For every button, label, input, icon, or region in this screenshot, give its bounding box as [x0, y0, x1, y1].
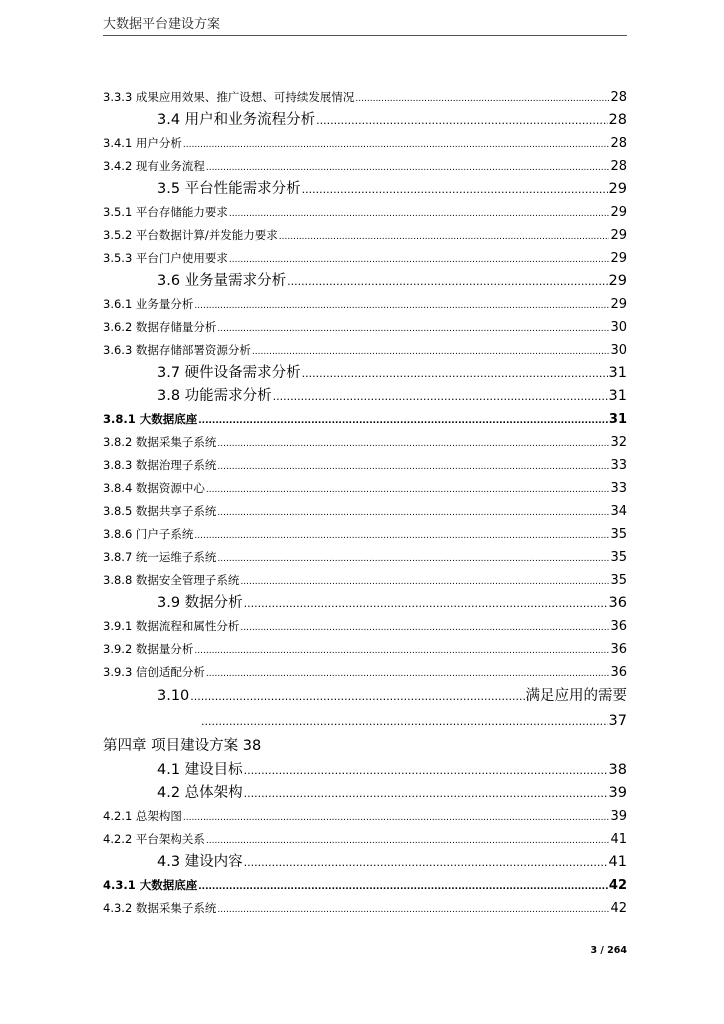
toc-entry-label: 3.6.1 业务量分析: [103, 297, 194, 311]
toc-leader-dots: [194, 525, 609, 548]
toc-leader-dots: [183, 807, 610, 830]
toc-entry-page: 42: [610, 901, 627, 916]
toc-entry-label: 3.8.4 数据资源中心: [103, 481, 205, 495]
toc-leader-dots: [279, 226, 610, 249]
toc-entry-page: 32: [610, 435, 627, 450]
toc-leader-dots: [217, 433, 609, 456]
toc-leader-dots: [206, 157, 610, 180]
toc-entry-page: 31: [608, 365, 627, 381]
toc-entry-label: 4.3.1 大数据底座: [103, 878, 198, 892]
toc-entry-label: 4.3 建设内容: [157, 854, 243, 870]
toc-entry-label: 3.8.6 门户子系统: [103, 527, 194, 541]
toc-entry[interactable]: [103, 851, 627, 874]
toc-entry-page: 30: [610, 343, 627, 358]
toc-entry[interactable]: [103, 759, 627, 782]
toc-leader-dots: [217, 548, 609, 571]
toc-entry-label: 3.9.1 数据流程和属性分析: [103, 619, 240, 633]
toc-leader-dots: [198, 876, 608, 899]
toc-entry-label: 3.9.2 数据量分析: [103, 642, 194, 656]
toc-entry[interactable]: [103, 109, 627, 132]
toc-entry-label: 3.9 数据分析: [157, 595, 243, 611]
toc-entry-page: 41: [608, 854, 627, 870]
toc-entry-page: 36: [610, 642, 627, 657]
toc-entry-page: 29: [610, 228, 627, 243]
toc-entry[interactable]: [103, 86, 627, 109]
toc-leader-dots: [217, 318, 609, 341]
toc-entry-label: 3.5.3 平台门户使用要求: [103, 251, 228, 265]
toc-entry-wrapped[interactable]: [103, 684, 627, 709]
toc-entry-page: 36: [610, 619, 627, 634]
toc-entry-page: 37: [608, 713, 627, 729]
toc-entry[interactable]: [103, 874, 627, 897]
toc-entry[interactable]: [103, 592, 627, 615]
toc-entry-label: 4.2 总体架构: [157, 785, 243, 801]
toc-entry-label: 3.5.2 平台数据计算/并发能力要求: [103, 228, 278, 242]
toc-entry[interactable]: [103, 828, 627, 851]
toc-entry-page: 41: [610, 832, 627, 847]
toc-entry-page: 28: [610, 159, 627, 174]
toc-entry-label: 3.9.3 信创适配分析: [103, 665, 205, 679]
toc-leader-dots: [217, 502, 609, 525]
toc-entry-page: 33: [610, 481, 627, 496]
toc-entry-label: 3.5.1 平台存储能力要求: [103, 205, 228, 219]
toc-entry-page: 30: [610, 320, 627, 335]
toc-entry-page: 42: [608, 878, 627, 893]
toc-leader-dots: [190, 684, 524, 709]
toc-entry-label: 3.7 硬件设备需求分析: [157, 365, 301, 381]
toc-entry[interactable]: [103, 408, 627, 431]
toc-entry-page: 35: [610, 550, 627, 565]
toc-entry[interactable]: [103, 615, 627, 638]
toc-leader-dots: [206, 663, 610, 686]
toc-entry-page: 39: [608, 785, 627, 801]
toc-entry-page: 36: [608, 595, 627, 611]
toc-entry-page: 33: [610, 458, 627, 473]
toc-leader-dots: [206, 830, 610, 853]
toc-entry-page: 31: [608, 412, 627, 427]
toc-entry-page: 35: [610, 573, 627, 588]
toc-entry-label: 3.4.1 用户分析: [103, 136, 182, 150]
toc-entry-label: 3.10: [157, 688, 190, 704]
page-header: [103, 16, 627, 36]
page-number: 3 / 264: [590, 945, 627, 956]
toc-entry-label-tail: 满足应用的需要: [525, 688, 627, 704]
toc-entry[interactable]: [103, 897, 627, 920]
toc-entry[interactable]: [103, 454, 627, 477]
toc-entry-label: 4.2.2 平台架构关系: [103, 832, 205, 846]
toc-entry-label: 3.8.8 数据安全管理子系统: [103, 573, 240, 587]
toc-leader-dots: [240, 571, 609, 594]
table-of-contents: [103, 86, 627, 920]
toc-entry[interactable]: [103, 155, 627, 178]
toc-entry[interactable]: [103, 385, 627, 408]
toc-entry[interactable]: [103, 339, 627, 362]
chapter-heading[interactable]: 第四章 项目建设方案 38: [103, 738, 262, 754]
toc-leader-dots: [217, 456, 609, 479]
toc-entry-label: 3.5 平台性能需求分析: [157, 181, 301, 197]
toc-entry[interactable]: [103, 270, 627, 293]
toc-entry-page: 35: [610, 527, 627, 542]
toc-entry[interactable]: [103, 247, 627, 270]
toc-entry-page: 29: [610, 297, 627, 312]
toc-leader-dots: [194, 640, 609, 663]
toc-entry-page: 36: [610, 665, 627, 680]
toc-entry-page: 38: [608, 762, 627, 778]
toc-entry[interactable]: [103, 316, 627, 339]
toc-entry-page: 29: [608, 273, 627, 289]
toc-leader-dots: [229, 249, 610, 272]
toc-leader-dots: [244, 851, 608, 874]
toc-entry-wrapped-continuation[interactable]: [103, 709, 627, 734]
toc-entry[interactable]: [103, 569, 627, 592]
toc-leader-dots: [217, 899, 609, 922]
toc-leader-dots: [244, 759, 608, 782]
toc-leader-dots: [302, 362, 608, 385]
toc-entry[interactable]: [103, 523, 627, 546]
toc-entry-label: 3.8.7 统一运维子系统: [103, 550, 217, 564]
toc-entry-page: 28: [610, 90, 627, 105]
toc-entry-label: 3.4 用户和业务流程分析: [157, 112, 316, 128]
toc-entry[interactable]: [103, 805, 627, 828]
toc-entry-page: 31: [608, 388, 627, 404]
toc-leader-dots: [355, 88, 609, 111]
toc-leader-dots: [244, 782, 608, 805]
toc-entry-label: 3.6 业务量需求分析: [157, 273, 287, 289]
toc-leader-dots: [240, 617, 609, 640]
toc-entry-label: 4.3.2 数据采集子系统: [103, 901, 217, 915]
toc-leader-dots: [244, 592, 608, 615]
toc-leader-dots: [229, 203, 610, 226]
toc-leader-dots: [201, 709, 608, 734]
toc-leader-dots: [273, 385, 608, 408]
toc-entry-page: 29: [610, 205, 627, 220]
toc-entry-page: 39: [610, 809, 627, 824]
toc-entry[interactable]: [103, 132, 627, 155]
toc-leader-dots: [302, 178, 608, 201]
toc-entry-label: 3.8 功能需求分析: [157, 388, 272, 404]
toc-entry-label: 3.8.1 大数据底座: [103, 412, 198, 426]
toc-entry[interactable]: [103, 477, 627, 500]
toc-entry[interactable]: [103, 224, 627, 247]
toc-leader-dots: [183, 134, 610, 157]
toc-entry[interactable]: [103, 431, 627, 454]
toc-leader-dots: [287, 270, 607, 293]
toc-entry[interactable]: [103, 293, 627, 316]
toc-entry-label: 3.3.3 成果应用效果、推广设想、可持续发展情况: [103, 90, 355, 104]
toc-entry-page: 29: [610, 251, 627, 266]
toc-entry[interactable]: [103, 178, 627, 201]
toc-entry[interactable]: [103, 362, 627, 385]
toc-entry-label: 4.1 建设目标: [157, 762, 243, 778]
toc-entry-label: 3.6.3 数据存储部署资源分析: [103, 343, 251, 357]
toc-entry-label: 3.8.3 数据治理子系统: [103, 458, 217, 472]
toc-entry[interactable]: [103, 201, 627, 224]
toc-entry-page: 28: [608, 112, 627, 128]
toc-entry[interactable]: [103, 782, 627, 805]
toc-entry[interactable]: [103, 500, 627, 523]
document-title: 大数据平台建设方案: [103, 17, 221, 32]
toc-leader-dots: [316, 109, 607, 132]
toc-entry-page: 34: [610, 504, 627, 519]
toc-entry-page: 29: [608, 181, 627, 197]
toc-leader-dots: [194, 295, 609, 318]
toc-leader-dots: [206, 479, 610, 502]
toc-entry-label: 3.4.2 现有业务流程: [103, 159, 205, 173]
toc-entry-label: 4.2.1 总架构图: [103, 809, 182, 823]
toc-entry[interactable]: [103, 546, 627, 569]
toc-entry-label: 3.6.2 数据存储量分析: [103, 320, 217, 334]
toc-entry[interactable]: [103, 638, 627, 661]
toc-entry[interactable]: [103, 661, 627, 684]
toc-entry-label: 3.8.2 数据采集子系统: [103, 435, 217, 449]
toc-entry-label: 3.8.5 数据共享子系统: [103, 504, 217, 518]
toc-entry-page: 28: [610, 136, 627, 151]
toc-leader-dots: [198, 410, 608, 433]
toc-leader-dots: [252, 341, 610, 364]
